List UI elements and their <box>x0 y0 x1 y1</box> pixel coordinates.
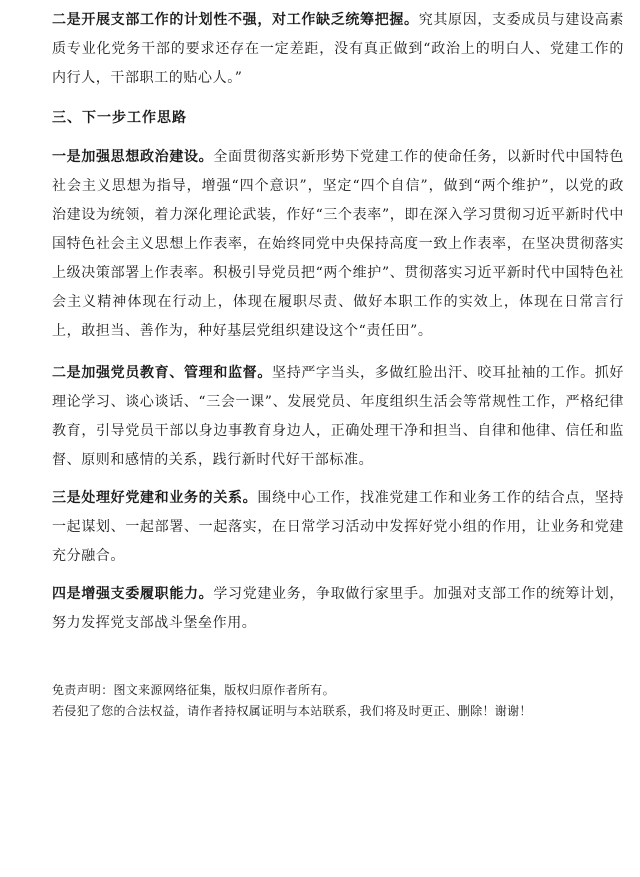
paragraph-body: 学习党建业务，争取做行家里手。加强对支部工作的统筹计划，努力发挥党支部战斗堡垒作用。 <box>52 586 624 631</box>
disclaimer-line-1: 免责声明：图文来源网络征集，版权归原作者所有。 <box>52 683 335 697</box>
disclaimer-line-2: 若侵犯了您的合法权益，请作者持权属证明与本站联系，我们将及时更正、删除！谢谢！ <box>52 704 532 718</box>
paragraph-lead: 二是加强党员教育、管理和监督。 <box>52 365 273 381</box>
section-heading: 三、下一步工作思路 <box>52 110 187 126</box>
paragraph-item-4 <box>52 580 624 638</box>
paragraph-problem-2 <box>52 6 624 93</box>
paragraph-item-2 <box>52 359 624 475</box>
paragraph-item-3 <box>52 484 624 571</box>
paragraph-lead: 二是开展支部工作的计划性不强，对工作缺乏统筹把握。 <box>52 12 419 28</box>
paragraph-lead: 三是处理好党建和业务的关系。 <box>52 490 258 506</box>
paragraph-body: 究其原因，支委成员与建设高素质专业化党务干部的要求还存在一定差距，没有真正做到“政治上的明白人、党建工作的内行人，干部职工的贴心人。” <box>52 12 625 86</box>
paragraph-body: 坚持严字当头，多做红脸出汗、咬耳扯袖的工作。抓好理论学习、谈心谈话、“三会一课”、发展党员、年度组织生活会等常规性工作，严格纪律教育，引导党员干部以身边事教育身边人，正确处理干净和担当、自律和他律、信任和监督、原则和感情的关系，践行新时代好干部标准。 <box>52 365 624 468</box>
paragraph-body: 全面贯彻落实新形势下党建工作的使命任务，以新时代中国特色社会主义思想为指导，增强“四个意识”，坚定“四个自信”，做到“两个维护”，以党的政治建设为统领，着力深化理论武装，作好“三个表率”，即在深入学习贯彻习近平新时代中国特色社会主义思想上作表率，在始终同党中央保持高度一致上作表率，在坚决贯彻落实上级决策部署上作表率。积极引导党员把“两个维护”、贯彻落实习近平新时代中国特色社会主义精神体现在行动上，体现在履职尽责、做好本职工作的实效上，体现在日常言行上，敢担当、善作为，种好基层党组织建设这个“责任田”。 <box>52 149 624 339</box>
paragraph-item-1 <box>52 143 624 346</box>
paragraph-lead: 四是增强支委履职能力。 <box>52 586 214 602</box>
paragraph-body: 围绕中心工作，找准党建工作和业务工作的结合点，坚持一起谋划、一起部署、一起落实，在日常学习活动中发挥好党小组的作用，让业务和党建充分融合。 <box>52 490 624 564</box>
paragraph-lead: 一是加强思想政治建设。 <box>52 149 214 165</box>
